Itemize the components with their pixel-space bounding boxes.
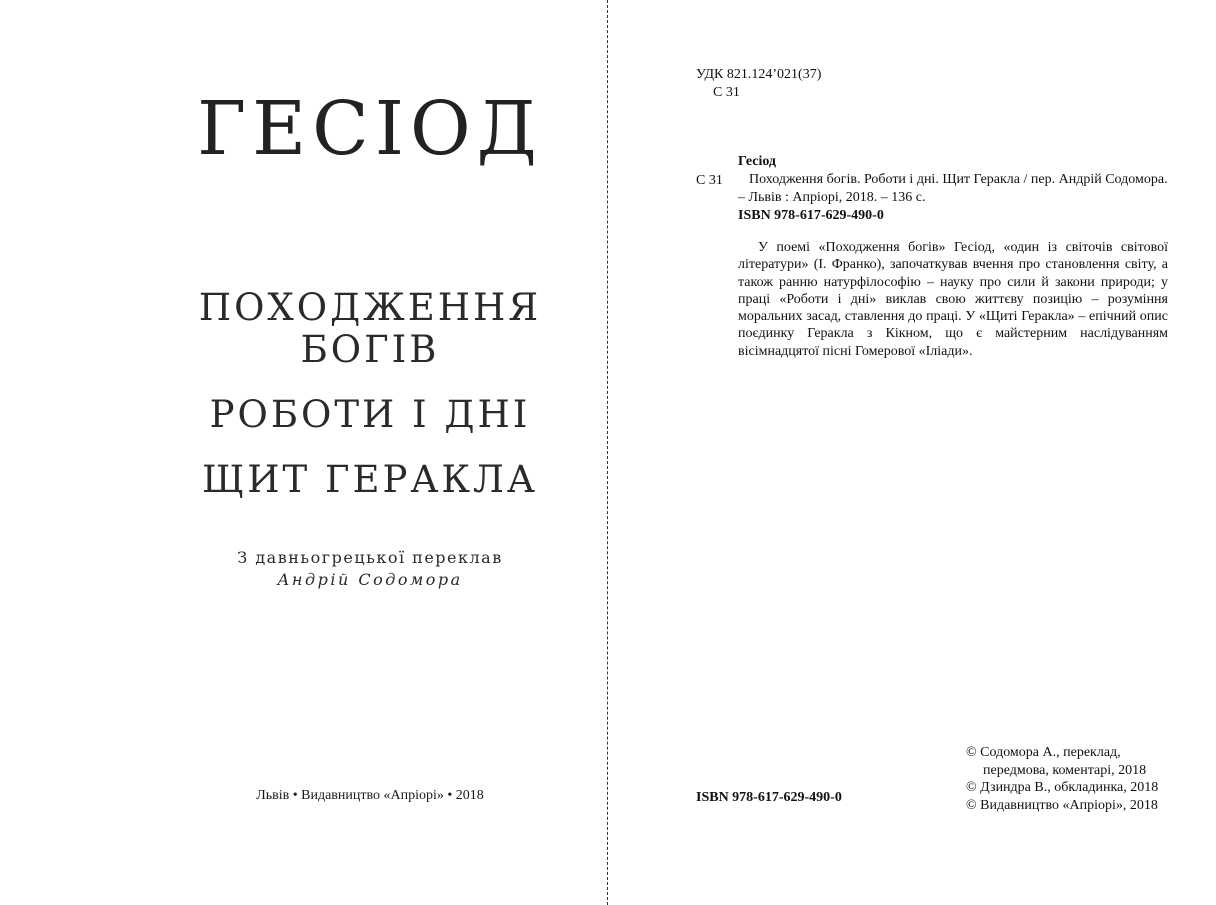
book-title-2: РОБОТИ І ДНІ	[209, 393, 531, 436]
copyright-block	[966, 744, 1186, 814]
record-body: Походження богів. Роботи і дні. Щит Геракла / пер. Андрій Содомора. – Львів : Апріорі, 2018. – 136 с.	[738, 172, 1168, 205]
isbn-bottom: ISBN 978-617-629-490-0	[696, 790, 842, 805]
imprint-page	[609, 0, 1216, 905]
book-title-3: ЩИТ ГЕРАКЛА	[202, 458, 538, 501]
copyright-publisher: © Видавництво «Апріорі», 2018	[966, 797, 1158, 813]
copyright-cover: © Дзиндра В., обкладинка, 2018	[966, 780, 1159, 795]
author-code: С 31	[713, 85, 740, 100]
translator-name: Андрій Содомора	[277, 570, 463, 589]
title-page	[0, 0, 607, 905]
translation-line: З давньогрецької переклав	[237, 548, 503, 567]
udk-code: УДК 821.124’021(37)	[696, 67, 822, 82]
page-divider	[607, 0, 608, 905]
copyright-translator: © Содомора А., переклад,	[966, 745, 1121, 760]
book-author: ГЕСІОД	[197, 86, 543, 172]
record-isbn: ISBN 978-617-629-490-0	[738, 208, 884, 223]
copyright-translator-cont: передмова, коментарі, 2018	[983, 762, 1147, 778]
annotation-text: У поемі «Походження богів» Гесіод, «один із світочів світової літератури» (І. Франко), започаткував вчення про становлення світу, а також ранню натурфілософію – науку про сили й закони природи; у праці «Роботи і дні» виклав свою життєву позицію – розуміння моральних засад, ставлення до праці. У «Щиті Геракла» – епічний опис поєдинку Геракла з Кікном, що є майстерним наслідуванням вісімнадцятої пісні Гомерової «Іліади».	[738, 240, 1168, 359]
record-code: С 31	[696, 173, 723, 188]
record-author: Гесіод	[738, 154, 777, 169]
book-title-1-text: ПОХОДЖЕННЯ БОГІВ	[198, 286, 542, 371]
publisher-imprint: Львів • Видавництво «Апріорі» • 2018	[256, 788, 484, 803]
